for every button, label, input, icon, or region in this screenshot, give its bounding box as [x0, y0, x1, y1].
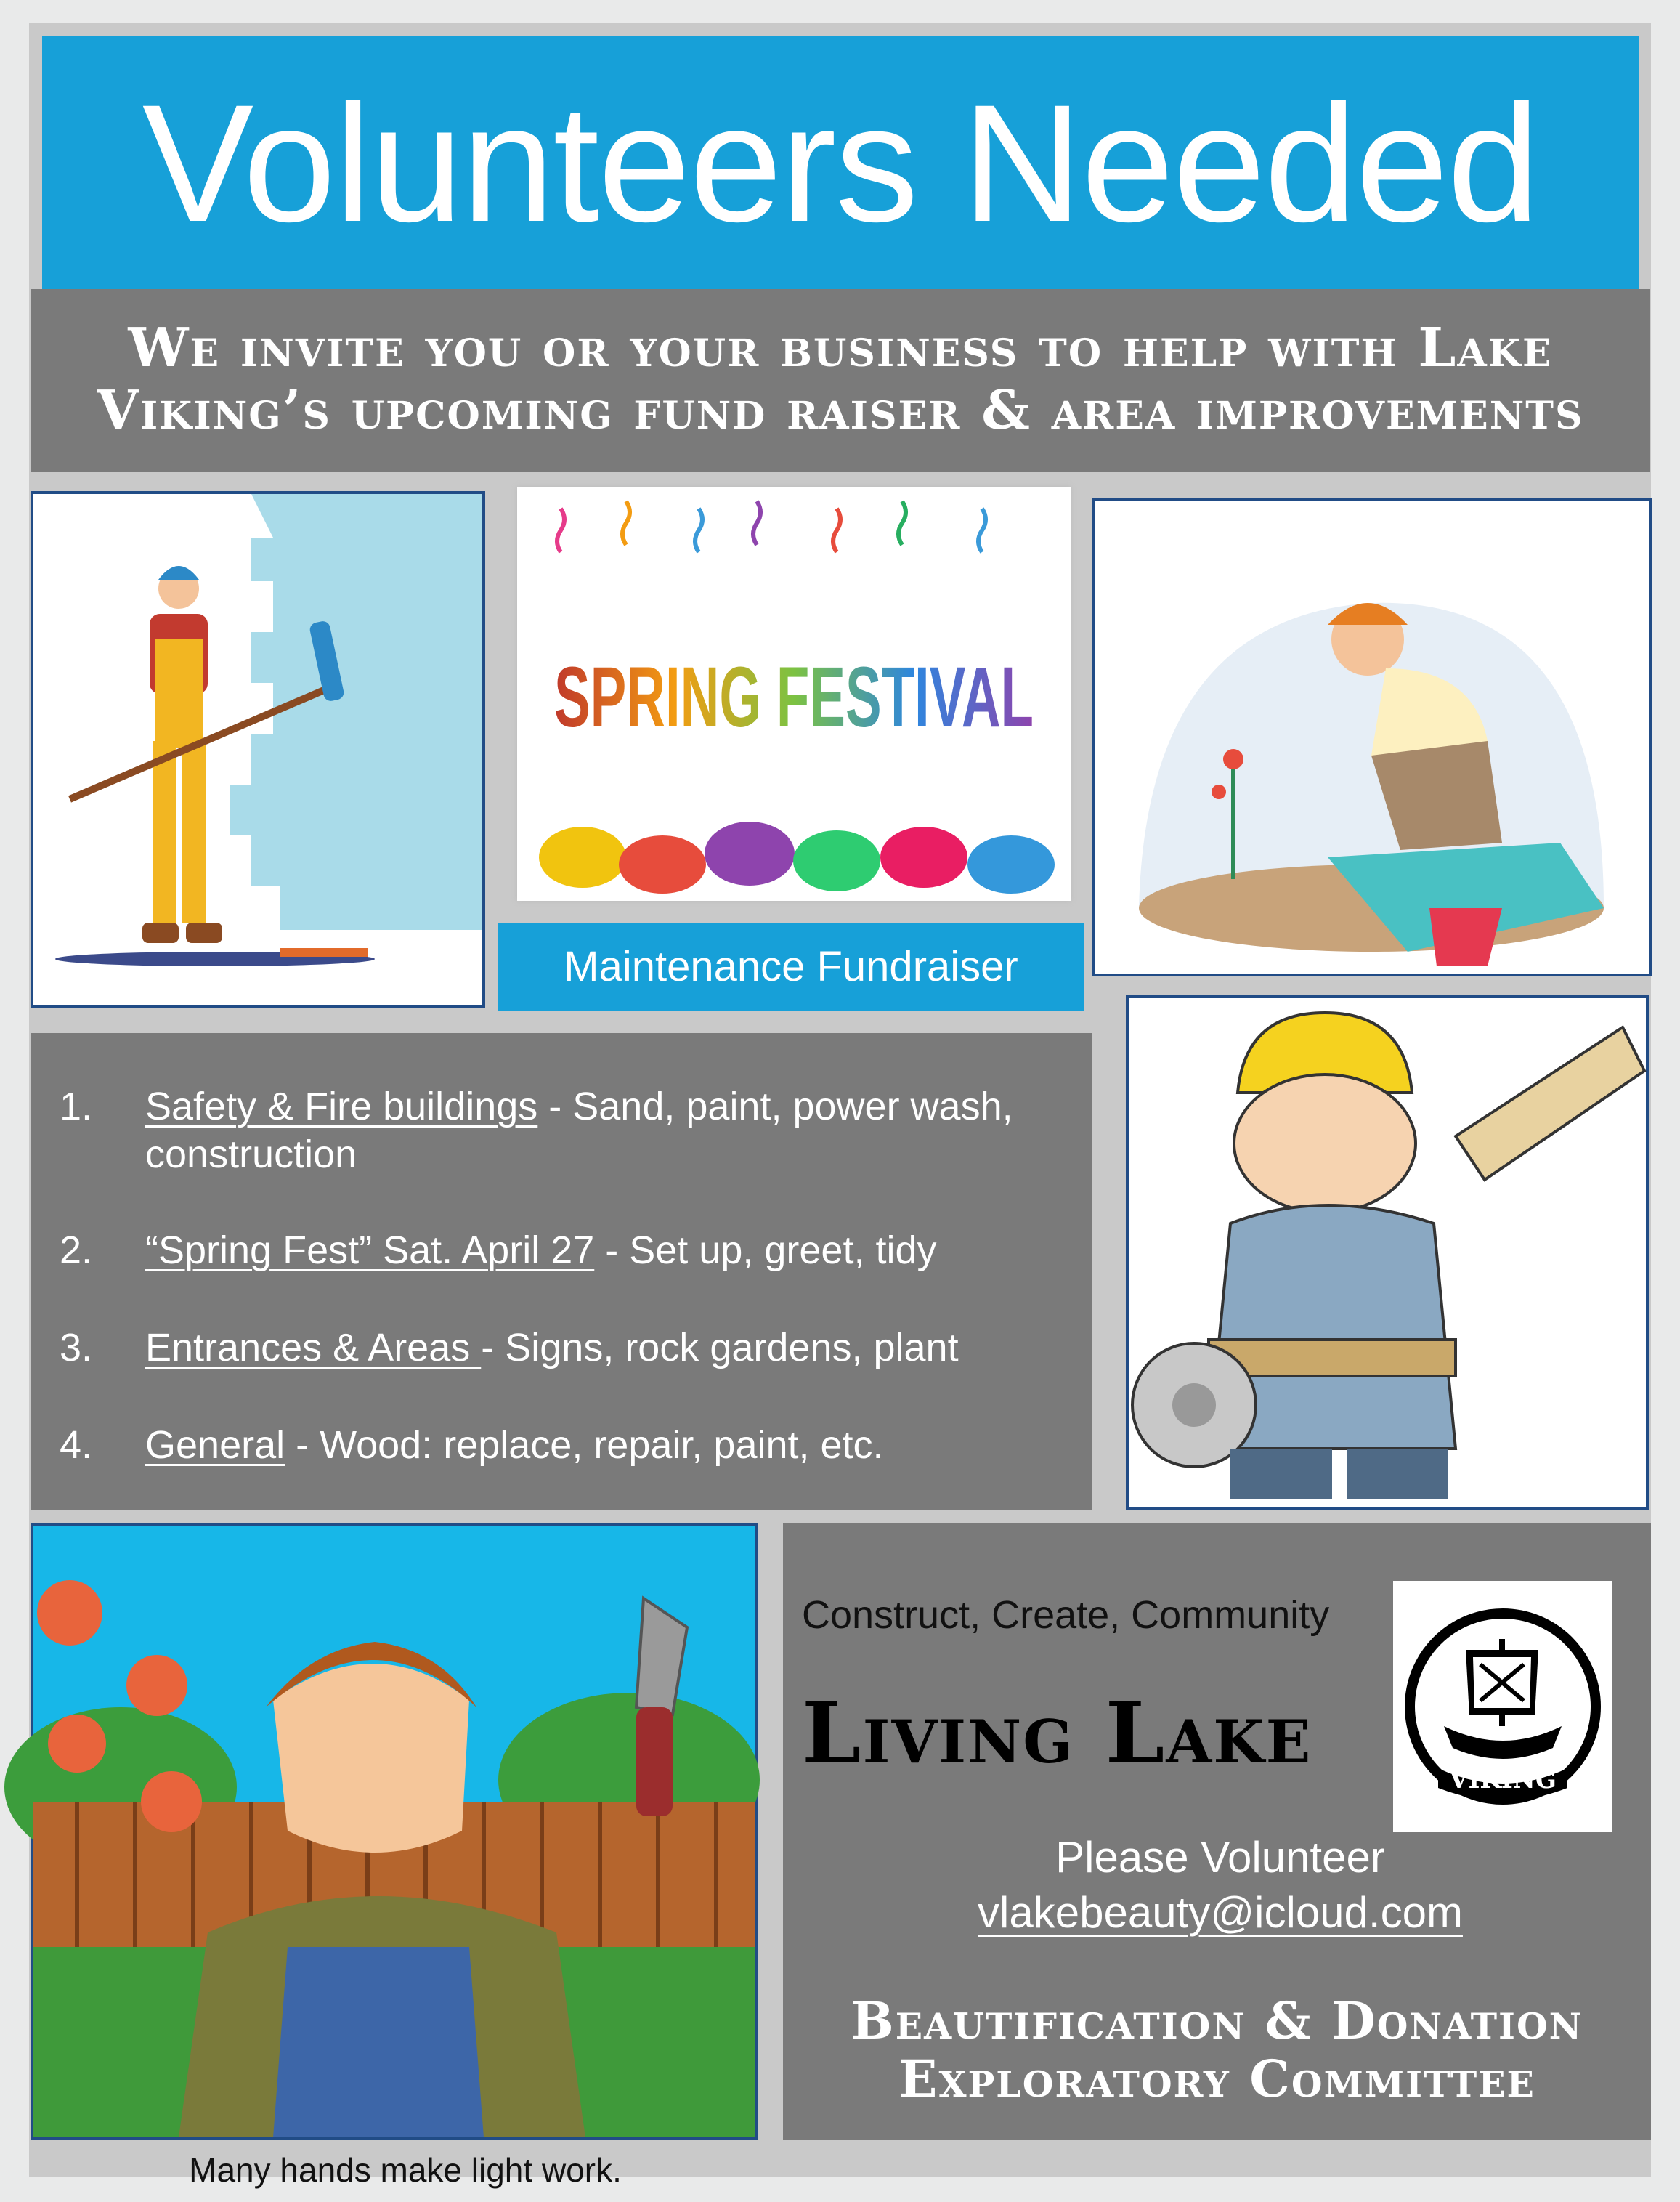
- volunteer-call: Please Volunteer: [1055, 1833, 1385, 1882]
- invitation-line-1: We invite you or your business to help with Lake: [128, 317, 1553, 379]
- viking-ship-logo: [1393, 1581, 1612, 1832]
- invitation-line-2: Viking’s upcoming fund raiser & area improvements: [97, 379, 1584, 442]
- festival-banner-text: SPRING FESTIVAL: [554, 649, 1034, 745]
- task-detail: - Signs, rock gardens, plant: [481, 1326, 959, 1369]
- task-number: 2.: [60, 1228, 93, 1272]
- task-number: 4.: [60, 1423, 93, 1467]
- task-number: 3.: [60, 1326, 93, 1369]
- task-title: Safety & Fire buildings: [145, 1085, 538, 1128]
- task-title: “Spring Fest” Sat. April 27: [145, 1228, 595, 1272]
- gardener-man-illustration: [31, 1523, 758, 2140]
- gardener-woman-illustration: [1092, 498, 1652, 976]
- spring-festival-banner: [517, 487, 1071, 901]
- email-link[interactable]: vlakebeauty@icloud.com: [978, 1888, 1463, 1937]
- task-number: 1.: [60, 1085, 93, 1128]
- tagline: Many hands make light work.: [189, 2151, 622, 2189]
- task-detail: - Sand, paint, power wash, construction: [145, 1085, 1013, 1176]
- motto-text: Construct, Create, Community: [802, 1593, 1330, 1637]
- logo-text: VIKING: [1449, 1765, 1557, 1794]
- task-title: Entrances & Areas: [145, 1326, 482, 1369]
- committee-line-1: Beautification & Donation: [851, 1991, 1583, 2051]
- painter-illustration: [31, 491, 485, 1008]
- fundraiser-caption: Maintenance Fundraiser: [498, 923, 1084, 1011]
- construction-worker-illustration: [1126, 995, 1649, 1510]
- task-title: General: [145, 1423, 285, 1467]
- task-detail: - Set up, greet, tidy: [594, 1228, 937, 1272]
- poster-title: Volunteers Needed: [142, 70, 1539, 256]
- organization-name: Living Lake: [802, 1684, 1312, 1783]
- committee-line-2: Exploratory Committee: [898, 2049, 1535, 2109]
- task-detail: - Wood: replace, repair, paint, etc.: [285, 1423, 884, 1467]
